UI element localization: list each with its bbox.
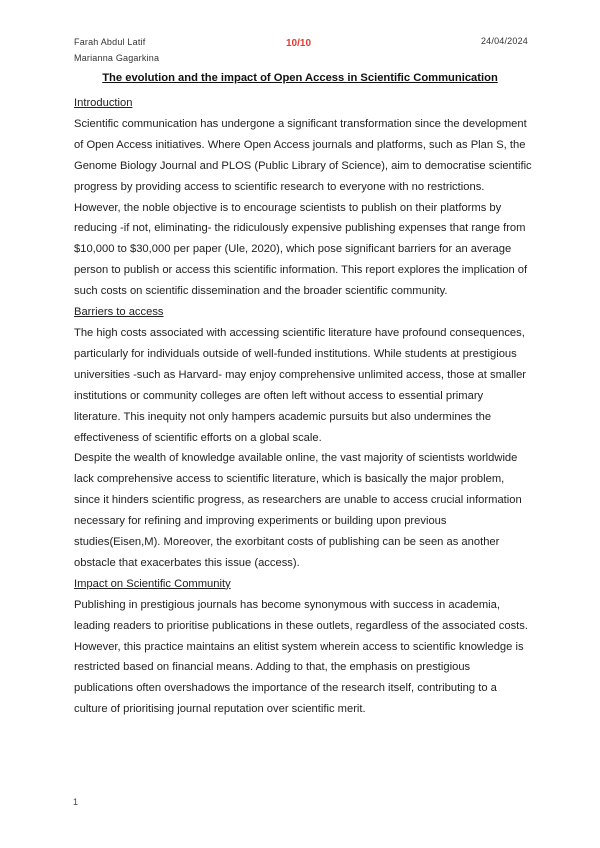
document-body	[74, 93, 532, 720]
section-heading-barriers: Barriers to access	[74, 306, 164, 319]
paragraph: Publishing in prestigious journals has become synonymous with success in academia, leading readers to prioritise publications in these outlets, regardless of the associated costs. However, this practice maintains an elitist system wherein access to scientific knowledge is restricted based on financial means. Adding to that, the emphasis on prestigious publications often overshadows the importance of the research itself, contributing to a culture of prioritising journal reputation over scientific merit.	[74, 598, 528, 716]
author-name: Farah Abdul Latif	[74, 37, 146, 47]
section-heading-introduction: Introduction	[74, 97, 133, 109]
paragraph: Scientific communication has undergone a significant transformation since the development of Open Access initiatives. Where Open Access journals and platforms, such as Plan S, the Genome Biology Journal and PLOS (Public Library of Science), aim to democratise scientific progress by providing access to scientific research to everyone with no restrictions. However, the noble objective is to encourage scientists to publish on their platforms by reducing -if not, eliminating- the ridiculously expensive publishing expenses that range from $10,000 to $30,000 per paper (Ule, 2020), which pose significant barriers for an average person to publish or access this scientific information. This report explores the implication of such costs on scientific dissemination and the broader scientific community.	[74, 117, 532, 298]
document-title: The evolution and the impact of Open Access in Scientific Communication	[102, 72, 498, 84]
page-number: 1	[73, 797, 79, 807]
paragraph: The high costs associated with accessing scientific literature have profound consequences, particularly for individuals outside of well-funded institutions. While students at prestigious universities -such as Harvard- may enjoy comprehensive unlimited access, those at smaller institutions or community colleges are often left without access to essential primary literature. This inequity not only hampers academic pursuits but also undermines the effectiveness of scientific efforts on a global scale.	[74, 326, 527, 444]
header-authors	[74, 34, 159, 66]
header-date: 24/04/2024	[480, 36, 528, 46]
grade-mark: 10/10	[286, 38, 312, 49]
paragraph: Despite the wealth of knowledge available online, the vast majority of scientists worldwide lack comprehensive access to scientific literature, which is basically the major problem, since it hinders scientific progress, as researchers are unable to access crucial information necessary for refining and improving experiments or building upon previous studies(Eisen,M). Moreover, the exorbitant costs of publishing can be seen as another obstacle that exacerbates this issue (access).	[74, 452, 522, 569]
author-name: Marianna Gagarkina	[74, 53, 160, 63]
section-heading-impact: Impact on Scientific Community	[74, 577, 231, 590]
